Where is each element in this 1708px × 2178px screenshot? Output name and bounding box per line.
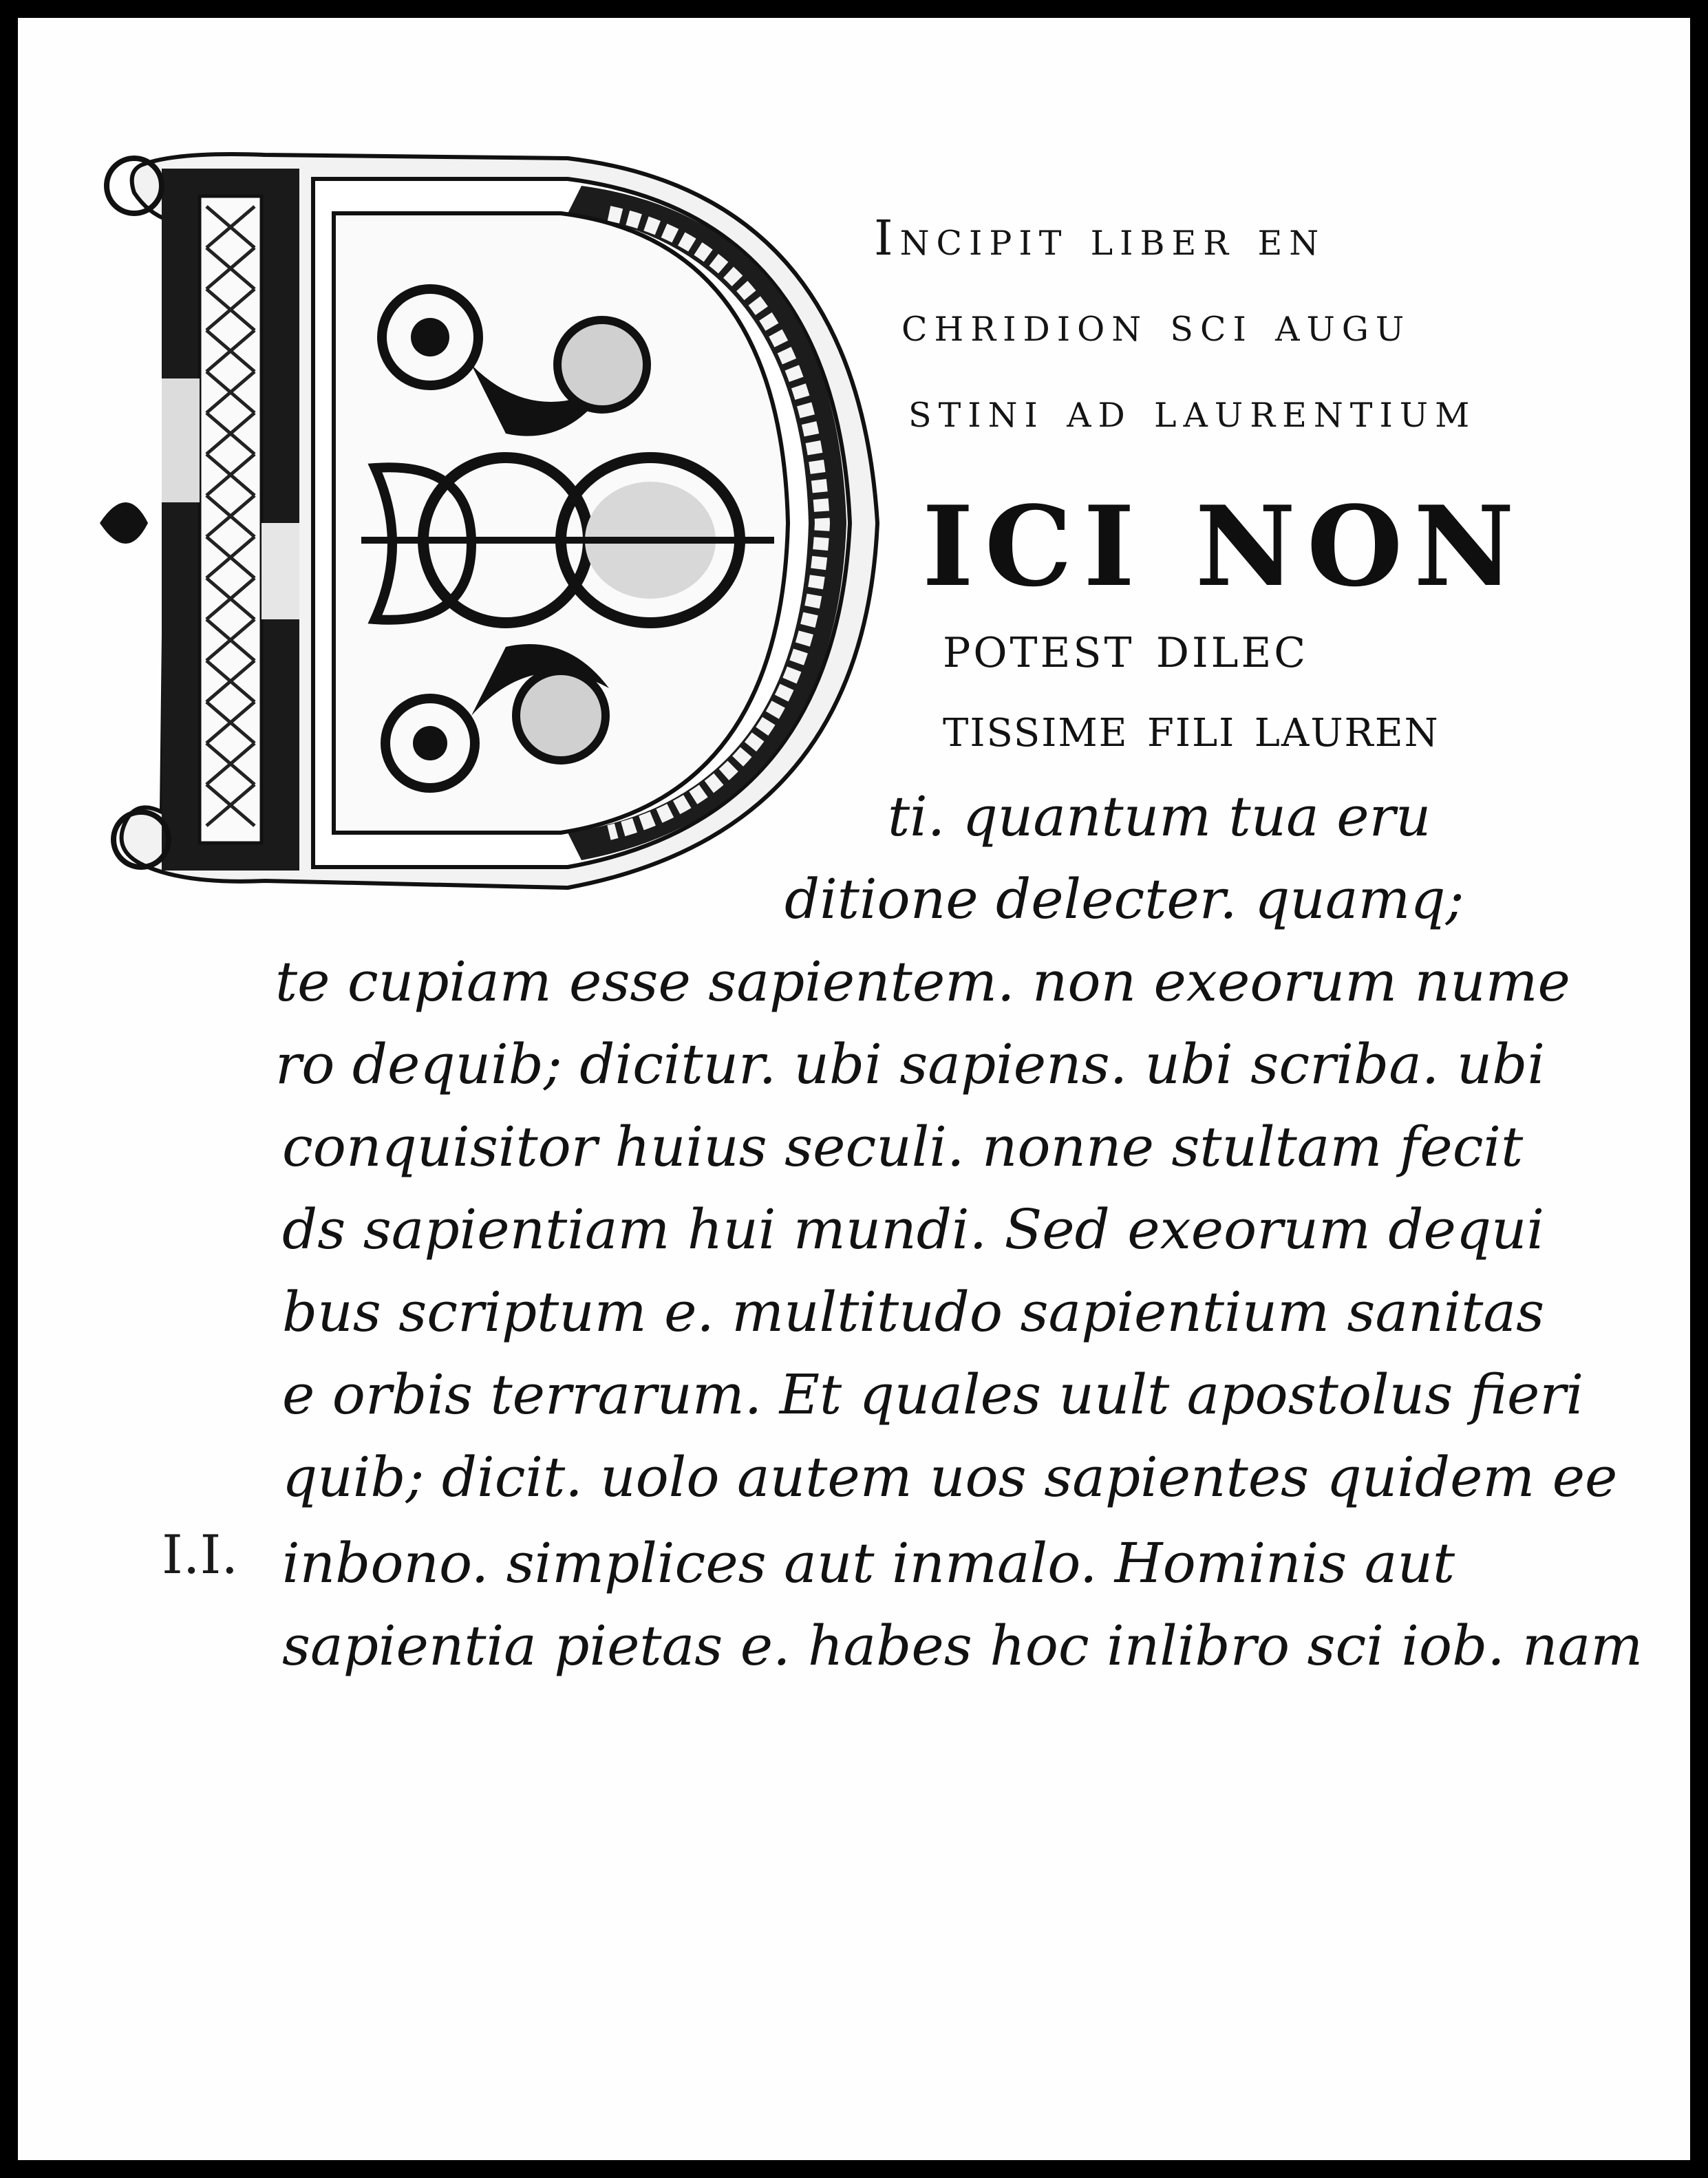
- spiral-bottom-core: [413, 726, 447, 760]
- knot-top-ring: [557, 320, 647, 409]
- text-line: bus scriptum e. multitudo sapientium sanitas: [282, 1280, 1545, 1344]
- marginal-note: I.I.: [162, 1524, 239, 1586]
- text-line: ds sapientiam hui mundi. Sed exeorum dequi: [282, 1197, 1545, 1261]
- text-line: te cupiam esse sapientem. non exeorum nume: [275, 950, 1570, 1014]
- text-line: quib; dicit. uolo autem uos sapientes quidem ee: [282, 1445, 1618, 1509]
- text-line: sapientia pietas e. habes hoc inlibro sci iob. nam: [282, 1614, 1643, 1678]
- text-line: ti. quantum tua eru: [888, 784, 1431, 848]
- incipit-line-1: Incipit liber en: [874, 210, 1326, 266]
- display-heading: ICI NON: [922, 482, 1526, 611]
- text-line: ditione delecter. quamq;: [784, 867, 1464, 931]
- trefoil-left: [100, 502, 148, 544]
- initial-stem-wash-bottom: [261, 523, 299, 619]
- text-line: potest dilec: [943, 612, 1309, 681]
- initial-stem-wash-top: [162, 378, 200, 502]
- text-line: inbono. simplices aut inmalo. Hominis aut: [282, 1531, 1455, 1595]
- incipit-line-3: stini ad laurentium: [908, 382, 1477, 438]
- incipit-line-2: chridion sci augu: [901, 296, 1411, 352]
- text-line: conquisitor huius seculi. nonne stultam fecit: [282, 1115, 1524, 1179]
- illuminated-initial-d: [86, 138, 898, 908]
- text-line: ro dequib; dicitur. ubi sapiens. ubi scriba. ubi: [275, 1032, 1546, 1096]
- text-line: e orbis terrarum. Et quales uult apostolus fieri: [282, 1363, 1584, 1427]
- text-line: tissime fili lauren: [943, 695, 1440, 759]
- knot-bottom-ring: [516, 671, 606, 760]
- spiral-top-core: [411, 318, 449, 356]
